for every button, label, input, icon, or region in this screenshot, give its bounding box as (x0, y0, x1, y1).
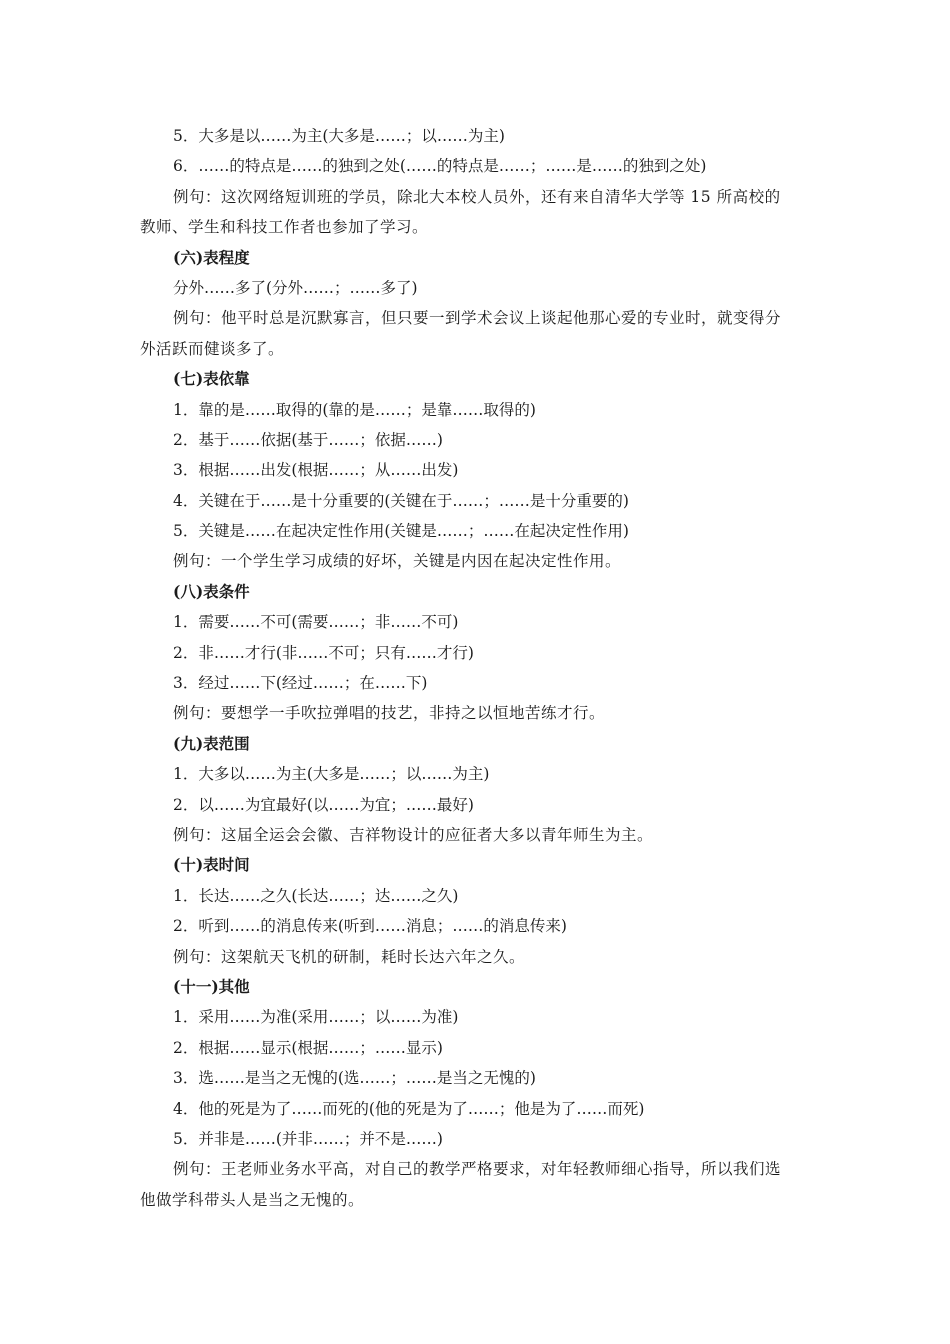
section-heading: (七)表依靠 (173, 369, 250, 389)
list-item: 2．听到……的消息传来(听到……消息；……的消息传来) (173, 917, 567, 936)
list-item: 5．关键是……在起决定性作用(关键是……；……在起决定性作用) (173, 522, 629, 541)
example-sentence: 例句：这次网络短训班的学员，除北大本校人员外，还有来自清华大学等 15 所高校的 (173, 187, 781, 206)
example-sentence: 例句：这架航天飞机的研制，耗时长达六年之久。 (173, 947, 526, 966)
list-item: 3．根据……出发(根据……；从……出发) (173, 461, 459, 480)
section-heading: (九)表范围 (173, 733, 250, 753)
list-item: 1．长达……之久(长达……；达……之久) (173, 886, 459, 905)
example-sentence-continued: 他做学科带头人是当之无愧的。 (140, 1190, 365, 1209)
list-item: 1．需要……不可(需要……；非……不可) (173, 613, 459, 632)
list-item: 4．关键在于……是十分重要的(关键在于……；……是十分重要的) (173, 491, 629, 510)
example-sentence-continued: 教师、学生和科技工作者也参加了学习。 (140, 218, 429, 237)
list-item: 5．并非是……(并非……；并不是……) (173, 1129, 443, 1148)
example-sentence: 例句：要想学一手吹拉弹唱的技艺，非持之以恒地苦练才行。 (173, 704, 606, 723)
example-sentence: 例句：王老师业务水平高，对自己的教学严格要求，对年轻教师细心指导，所以我们选 (173, 1160, 782, 1179)
section-heading: (十)表时间 (173, 855, 250, 875)
list-item: 6．……的特点是……的独到之处(……的特点是……；……是……的独到之处) (173, 157, 707, 176)
list-item: 2．非……才行(非……不可；只有……才行) (173, 643, 474, 662)
list-item: 3．选……是当之无愧的(选……；……是当之无愧的) (173, 1069, 536, 1088)
section-heading: (六)表程度 (173, 247, 250, 267)
list-item: 4．他的死是为了……而死的(他的死是为了……；他是为了……而死) (173, 1099, 645, 1118)
example-sentence: 例句：一个学生学习成绩的好坏，关键是内因在起决定性作用。 (173, 552, 622, 571)
list-item: 1．靠的是……取得的(靠的是……；是靠……取得的) (173, 400, 536, 419)
list-item: 1．采用……为准(采用……；以……为准) (173, 1008, 459, 1027)
list-item: 1．大多以……为主(大多是……；以……为主) (173, 765, 490, 784)
section-heading: (十一)其他 (173, 976, 250, 996)
list-item: 2．以……为宜最好(以……为宜；……最好) (173, 795, 474, 814)
list-item: 分外……多了(分外……；……多了) (173, 278, 418, 297)
list-item: 2．根据……显示(根据……；……显示) (173, 1038, 443, 1057)
list-item: 2．基于……依据(基于……；依据……) (173, 430, 443, 449)
section-heading: (八)表条件 (173, 581, 250, 601)
example-sentence-continued: 外活跃而健谈多了。 (140, 339, 285, 358)
list-item: 5．大多是以……为主(大多是……；以……为主) (173, 127, 505, 145)
list-item: 3．经过……下(经过……；在……下) (173, 674, 428, 693)
document-body (140, 121, 812, 1215)
example-sentence: 例句：他平时总是沉默寡言，但只要一到学术会议上谈起他那心爱的专业时，就变得分 (173, 309, 782, 328)
example-sentence: 例句：这届全运会会徽、吉祥物设计的应征者大多以青年师生为主。 (173, 825, 654, 844)
